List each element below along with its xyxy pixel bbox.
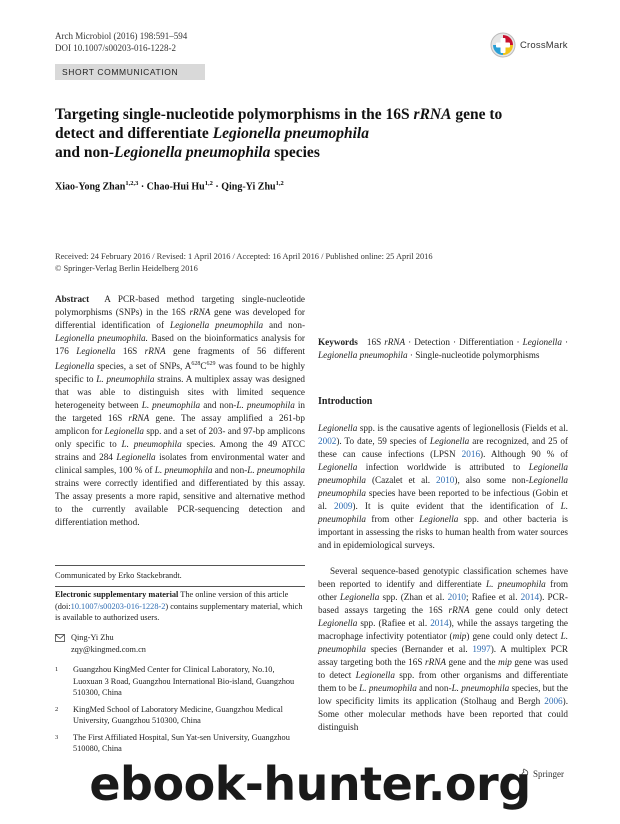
supplementary-note: Electronic supplementary material The online version of this article (doi:10.1007/s00203-016-1228-2) contains supplementary material, which is available to authorized users. bbox=[55, 590, 303, 622]
citation-link[interactable]: 2014 bbox=[430, 618, 449, 628]
author-list: Xiao-Yong Zhan$^{1,2,3}$ · Chao-Hui Hu$^{1,2}$ · Qing-Yi Zhu$^{1,2}$ bbox=[55, 180, 284, 193]
supplementary-doi-link[interactable]: 10.1007/s00203-016-1228-2 bbox=[70, 601, 166, 611]
footnote-divider bbox=[55, 586, 305, 587]
section-heading-introduction: Introduction bbox=[318, 396, 373, 407]
affiliation-item: 3 The First Affiliated Hospital, Sun Yat-sen University, Guangzhou 510080, China bbox=[55, 732, 290, 753]
citation-link[interactable]: 2016 bbox=[461, 449, 481, 459]
envelope-icon bbox=[55, 634, 65, 642]
citation-link[interactable]: 2010 bbox=[436, 475, 455, 485]
crossmark-label: CrossMark bbox=[520, 39, 568, 51]
correspondence bbox=[55, 632, 305, 655]
article-title: Targeting single-nucleotide polymorphisms in the 16S rRNA gene to detect and differentiate Legionella pneumophila and non-Legionella pneumophila species bbox=[55, 106, 503, 161]
citation-link[interactable]: 2010 bbox=[447, 592, 466, 602]
crossmark-icon bbox=[490, 32, 516, 58]
corresponding-author: Qing-Yi Zhu bbox=[71, 633, 114, 642]
affiliation-item: 2 KingMed School of Laboratory Medicine, Guangzhou Medical University, Guangzhou 510300, China bbox=[55, 704, 283, 725]
affiliation-list bbox=[55, 664, 305, 755]
citation-link[interactable]: 2014 bbox=[520, 592, 540, 602]
citation-link[interactable]: 2002 bbox=[318, 436, 337, 446]
author-name[interactable]: Xiao-Yong Zhan bbox=[55, 181, 126, 193]
intro-paragraph: Several sequence-based genotypic classification schemes have been reported to identify and differentiate L. pneumophila from other Legionella spp. (Zhan et al. 2010; Rafiee et al. 2014). PCR-based assays targeting the 16S rRNA gene could only detect Legionella spp. (Rafiee et al. 2014), while the assays targeting the macrophage infectivity potentiator (mip) gene could only detect L. pneumophila species (Bernander et al. 1997). A multiplex PCR assay targeting both the 16S rRNA gene and the mip gene was used to detect Legionella spp. from other organisms and differentiate them to be L. pneumophila and non-L. pneumophila species, but the low specificity limits its application (Stolhaug and Bergh 2006). Some other molecular methods have been reported that could distinguish bbox=[318, 566, 568, 732]
citation-link[interactable]: 2009 bbox=[334, 501, 353, 511]
footnote-divider bbox=[55, 565, 305, 566]
citation-link[interactable]: 1997 bbox=[472, 644, 491, 654]
publisher-name: Springer bbox=[533, 769, 564, 779]
abstract: Abstract A PCR-based method targeting single-nucleotide polymorphisms (SNPs) in the 16S rRNA gene was developed for differential identification of Legionella pneumophila and non-Legionella pneumophila. Based on the bioinformatics analysis for 176 Legionella 16S rRNA gene fragments of 56 different Legionella species, a set of SNPs, $A^{628}C^{629}$ was found to be highly specific to L. pneumophila strains. A multiplex assay was designed that was able to distinguish sites with limited sequence heterogeneity between L. pneumophila and non-L. pneumophila in the targeted 16S rRNA gene. The assay amplified a 261-bp amplicon for Legionella spp. and a set of 203- and 97-bp amplicons only specific to L. pneumophila species. Among the 49 ATCC strains and 284 Legionella isolates from environmental water and clinical samples, 100 % of L. pneumophila and non-L. pneumophila strains were correctly identified and differentiated by this assay. The assay presents a more rapid, sensitive and alternative method to the currently available PCR-sequencing detection and differentiation method. bbox=[55, 294, 306, 528]
journal-meta bbox=[55, 30, 187, 54]
copyright-line: © Springer-Verlag Berlin Heidelberg 2016 bbox=[55, 264, 198, 273]
author-name[interactable]: Chao-Hui Hu bbox=[146, 181, 205, 193]
journal-citation: Arch Microbiol (2016) 198:591–594 bbox=[55, 31, 188, 41]
watermark: ebook-hunter.org bbox=[89, 757, 531, 811]
communicated-by: Communicated by Erko Stackebrandt. bbox=[55, 571, 182, 580]
keywords: Keywords 16S rRNA · Detection · Differentiation · Legionella · Legionella pneumophila · Single-nucleotide polymorphisms bbox=[318, 337, 569, 360]
article-history bbox=[55, 251, 575, 275]
article-type-badge: SHORT COMMUNICATION bbox=[55, 64, 205, 80]
intro-paragraph: Legionella spp. is the causative agents of legionellosis (Fields et al. 2002). To date, 59 species of Legionella are recognized, and 25 of these can cause infections (LPSN 2016). Although 90 % of Legionella infection worldwide is attributed to Legionella pneumophila (Cazalet et al. 2010), also some non-Legionella pneumophila species have been reported to be infectious (Gobin et al. 2009). It is quite evident that the identification of L. pneumophila from other Legionella spp. and other bacteria is important in assessing the risks to human health from water sources and in epidemiological surveys. bbox=[318, 423, 568, 550]
crossmark-badge[interactable] bbox=[490, 32, 568, 58]
history-dates: Received: 24 February 2016 / Revised: 1 April 2016 / Accepted: 16 April 2016 / Published online: 25 April 2016 bbox=[55, 252, 433, 261]
author-name[interactable]: Qing-Yi Zhu bbox=[221, 181, 276, 193]
article-doi: DOI 10.1007/s00203-016-1228-2 bbox=[55, 43, 176, 53]
citation-link[interactable]: 2006 bbox=[544, 696, 563, 706]
corresponding-email[interactable]: zqy@kingmed.com.cn bbox=[71, 644, 146, 654]
affiliation-item: 1 Guangzhou KingMed Center for Clinical Laboratory, No.10, Luoxuan 3 Road, Guangzhou International Bio-island, Guangzhou 510300, China bbox=[55, 665, 295, 697]
